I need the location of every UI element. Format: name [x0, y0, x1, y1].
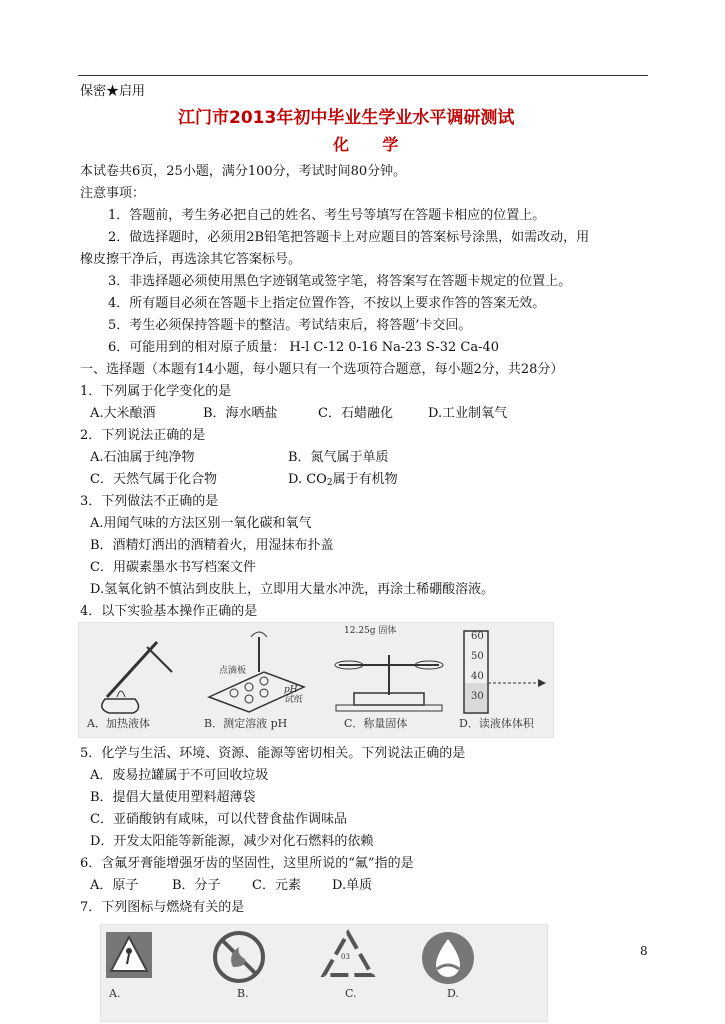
scale-tick-label: 50 [471, 651, 484, 662]
option-co2-prefix: D. CO [288, 472, 327, 487]
question-stem: 7．下列图标与燃烧有关的是 [80, 900, 245, 915]
figure-caption: B．测定溶液 pH [204, 717, 288, 730]
section-heading: 一、选择题（本题有14小题，每小题只有一个选项符合题意，每小题2分，共28分） [80, 362, 564, 377]
page-number: 8 [640, 944, 648, 958]
option: C．天然气属于化合物 [90, 472, 217, 487]
option: D．开发太阳能等新能源，减少对化石燃料的依赖 [90, 834, 374, 849]
figure-caption: C．称量固体 [344, 717, 408, 730]
option: C．元素 [252, 878, 301, 893]
option: D.工业制氧气 [428, 406, 508, 421]
ph-paper-label: pH 试纸 [284, 685, 303, 705]
option: D.氢氧化钠不慎沾到皮肤上，立即用大量水冲洗，再涂土稀硼酸溶液。 [90, 582, 495, 597]
graduated-cylinder-drawing [454, 627, 549, 715]
option: D.单质 [332, 878, 373, 893]
figure-caption: A．加热液体 [87, 717, 150, 730]
signs-figure [100, 924, 548, 1022]
option: C．石蜡融化 [318, 406, 393, 421]
question-stem: 3．下列做法不正确的是 [80, 494, 219, 509]
question-stem: 4．以下实验基本操作正确的是 [80, 604, 258, 619]
notice-item: 5．考生必须保持答题卡的整洁。考试结束后，将答题’卡交回。 [108, 318, 472, 333]
water-saving-sign-icon [419, 929, 477, 987]
lab-operations-figure [78, 622, 554, 738]
notice-item: 1．答题前，考生务必把自己的姓名、考生号等填写在答题卡相应的位置上。 [108, 208, 546, 223]
exam-intro: 本试卷共6页，25小题，满分100分，考试时间80分钟。 [80, 164, 407, 179]
notice-item: 3．非选择题必须使用黑色字迹钢笔或签字笔，将答案写在答题卡规定的位置上。 [108, 274, 572, 289]
option: A．原子 [90, 878, 139, 893]
subscript: 2 [326, 478, 333, 488]
question-stem: 6．含氟牙膏能增强牙齿的坚固性，这里所说的“氟”指的是 [80, 856, 414, 871]
sign-caption: B. [237, 987, 249, 1000]
no-fire-sign-icon [211, 929, 267, 985]
option: A.用闻气味的方法区别一氧化碳和氧气 [90, 516, 312, 531]
scale-tick-label: 40 [471, 671, 484, 682]
pedestrian-crossing-sign-icon [105, 931, 155, 981]
option: A．废易拉罐属于不可回收垃圾 [90, 768, 269, 783]
option: B．提倡大量使用塑料超薄袋 [90, 790, 256, 805]
option: C．用碳素墨水书写档案文件 [90, 560, 256, 575]
option-co2-suffix: 属于有机物 [332, 472, 398, 487]
notice-item: 2．做选择题时，必须用2B铅笔把答题卡上对应题目的答案标号涂黑，如需改动，用 [108, 230, 590, 245]
header-rule [78, 75, 648, 76]
notice-item: 6．可能用到的相对原子质量： H-l C-12 0-16 Na-23 S-32 Ca-40 [108, 340, 500, 355]
subject-title: 化 学 [333, 135, 399, 154]
sign-caption: A. [109, 987, 121, 1000]
sign-caption: D. [447, 987, 459, 1000]
dropper-plate-label: 点滴板 [219, 666, 247, 676]
heating-liquid-drawing [87, 627, 187, 717]
option: C．亚硝酸钠有咸味，可以代替食盐作调味品 [90, 812, 347, 827]
scale-tick-label: 60 [471, 631, 484, 642]
notice-item-continued: 橡皮擦干净后，再选涂其它答案标号。 [80, 252, 302, 267]
option: B．海水晒盐 [203, 406, 278, 421]
question-stem: 5．化学与生活、环境、资源、能源等密切相关。下列说法正确的是 [80, 746, 466, 761]
option: B．分子 [172, 878, 221, 893]
option: A.大米酿酒 [90, 406, 156, 421]
option-co2 [288, 468, 398, 488]
mass-label: 12.25g 固体 [344, 626, 397, 636]
option: B．氮气属于单质 [288, 450, 389, 465]
scale-tick-label: 30 [471, 691, 484, 702]
question-stem: 2．下列说法正确的是 [80, 428, 206, 443]
recycle-number: 03 [341, 953, 350, 961]
confidential-label: 保密★启用 [80, 84, 146, 99]
option: B．酒精灯洒出的酒精着火，用湿抹布扑盖 [90, 538, 334, 553]
exam-title: 江门市2013年初中毕业生学业水平调研测试 [178, 108, 515, 128]
notice-heading: 注意事项： [80, 186, 146, 201]
sign-caption: C. [345, 987, 357, 1000]
question-stem: 1．下列属于化学变化的是 [80, 384, 232, 399]
figure-caption: D．读液体体积 [459, 717, 534, 730]
balance-drawing [324, 635, 454, 715]
option: A.石油属于纯净物 [90, 450, 195, 465]
notice-item: 4．所有题目必须在答题卡上指定位置作答，不按以上要求作答的答案无效。 [108, 296, 546, 311]
